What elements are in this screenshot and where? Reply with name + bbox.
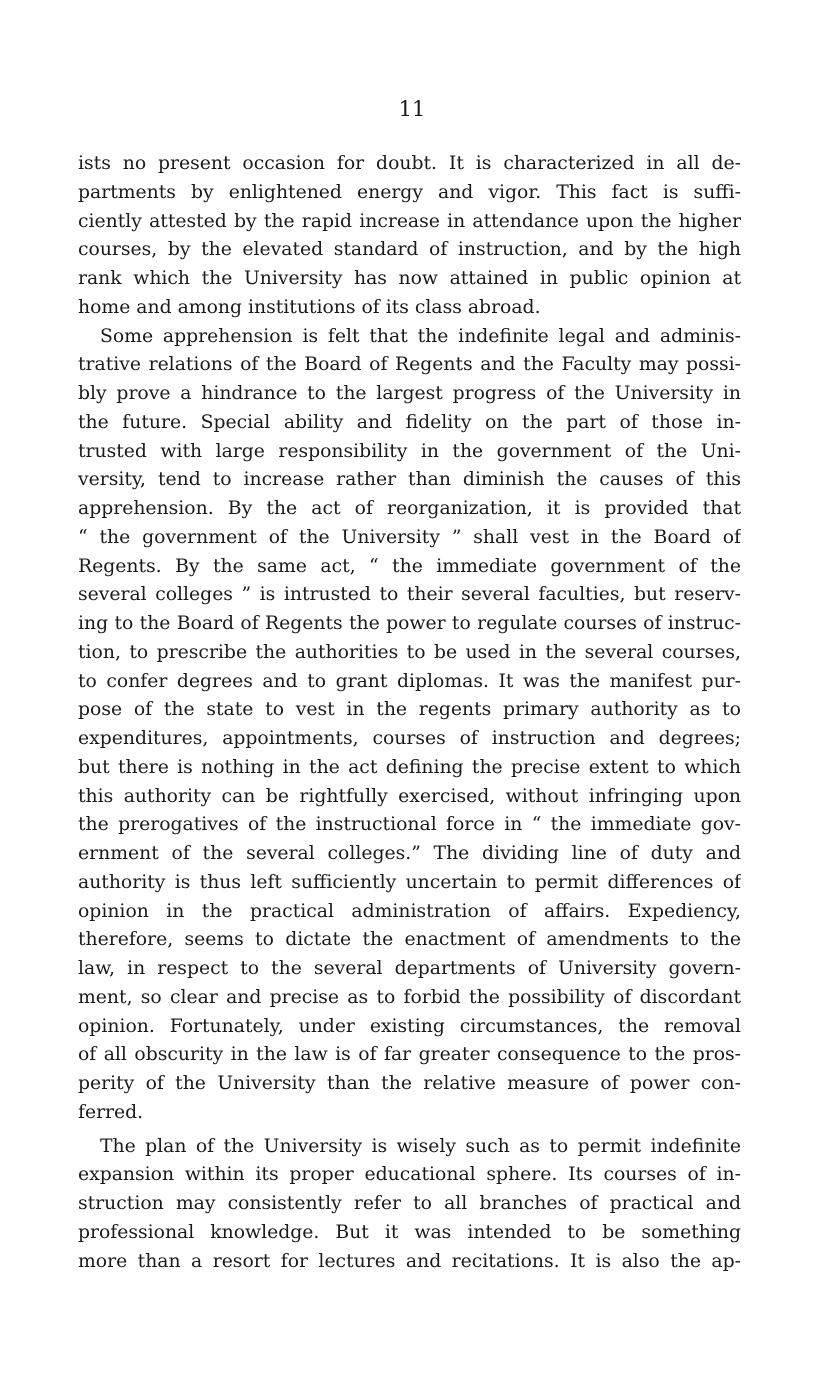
text-line: struction may consistently refer to all branches of practical and (78, 1193, 741, 1214)
text-line: several colleges ” is intrusted to their several faculties, but reserv- (78, 584, 741, 606)
text-line: opinion. Fortunately, under existing circumstances, the removal (78, 1015, 741, 1037)
text-line: Regents. By the same act, “ the immediate government of the (78, 555, 741, 577)
text-line: more than a resort for lectures and recitations. It is also the ap- (78, 1250, 741, 1272)
text-line: tion, to prescribe the authorities to be used in the several courses, (78, 641, 741, 663)
text-line: the prerogatives of the instructional force in “ the immediate gov- (78, 814, 741, 836)
text-line: the future. Special ability and fidelity on the part of those in- (78, 411, 741, 433)
text-line: perity of the University than the relative measure of power con- (78, 1073, 741, 1094)
text-line: ferred. (78, 1101, 144, 1123)
text-line: authority is thus left sufficiently uncertain to permit differences of (78, 871, 741, 893)
text-line: The plan of the University is wisely such as to permit indefinite (100, 1135, 741, 1157)
text-line: trative relations of the Board of Regents and the Faculty may possi- (78, 354, 741, 376)
text-line: expansion within its proper educational sphere. Its courses of in- (78, 1164, 741, 1186)
text-line: trusted with large responsibility in the government of the Uni- (78, 440, 741, 462)
text-line: professional knowledge. But it was intended to be something (78, 1221, 741, 1243)
text-line: courses, by the elevated standard of instruction, and by the high (78, 239, 741, 261)
text-line: opinion in the practical administration of affairs. Expediency, (78, 900, 741, 922)
text-line: ists no present occasion for doubt. It is characterized in all de- (78, 153, 741, 174)
text-line: rank which the University has now attained in public opinion at (78, 268, 741, 289)
page-number: 11 (398, 97, 426, 121)
text-line: law, in respect to the several departments of University govern- (78, 958, 741, 979)
text-line: ernment of the several colleges.” The dividing line of duty and (78, 843, 741, 864)
text-line: ment, so clear and precise as to forbid the possibility of discordant (78, 986, 741, 1008)
text-line: home and among institutions of its class abroad. (78, 296, 541, 318)
text-line: apprehension. By the act of reorganization, it is provided that (78, 498, 741, 519)
text-line: “ the government of the University ” shall vest in the Board of (78, 526, 741, 548)
text-line: therefore, seems to dictate the enactment of amendments to the (78, 929, 741, 951)
text-line: expenditures, appointments, courses of instruction and degrees; (78, 728, 741, 749)
text-line: this authority can be rightfully exercised, without infringing upon (78, 785, 741, 807)
text-line: partments by enlightened energy and vigor. This fact is suffi- (78, 181, 741, 203)
body-text (78, 150, 741, 1276)
text-line: ing to the Board of Regents the power to regulate courses of instruc- (78, 613, 741, 634)
text-line: bly prove a hindrance to the largest progress of the University in (78, 383, 741, 404)
text-line: of all obscurity in the law is of far greater consequence to the pros- (78, 1044, 741, 1066)
text-line: to confer degrees and to grant diplomas. It was the manifest pur- (78, 670, 741, 692)
text-line: pose of the state to vest in the regents primary authority as to (78, 699, 741, 721)
text-line: Some apprehension is felt that the indefinite legal and adminis- (100, 325, 741, 347)
text-line: versity, tend to increase rather than diminish the causes of this (78, 469, 741, 491)
text-line: but there is nothing in the act defining the precise extent to which (78, 756, 741, 778)
text-line: ciently attested by the rapid increase in attendance upon the higher (78, 210, 741, 232)
